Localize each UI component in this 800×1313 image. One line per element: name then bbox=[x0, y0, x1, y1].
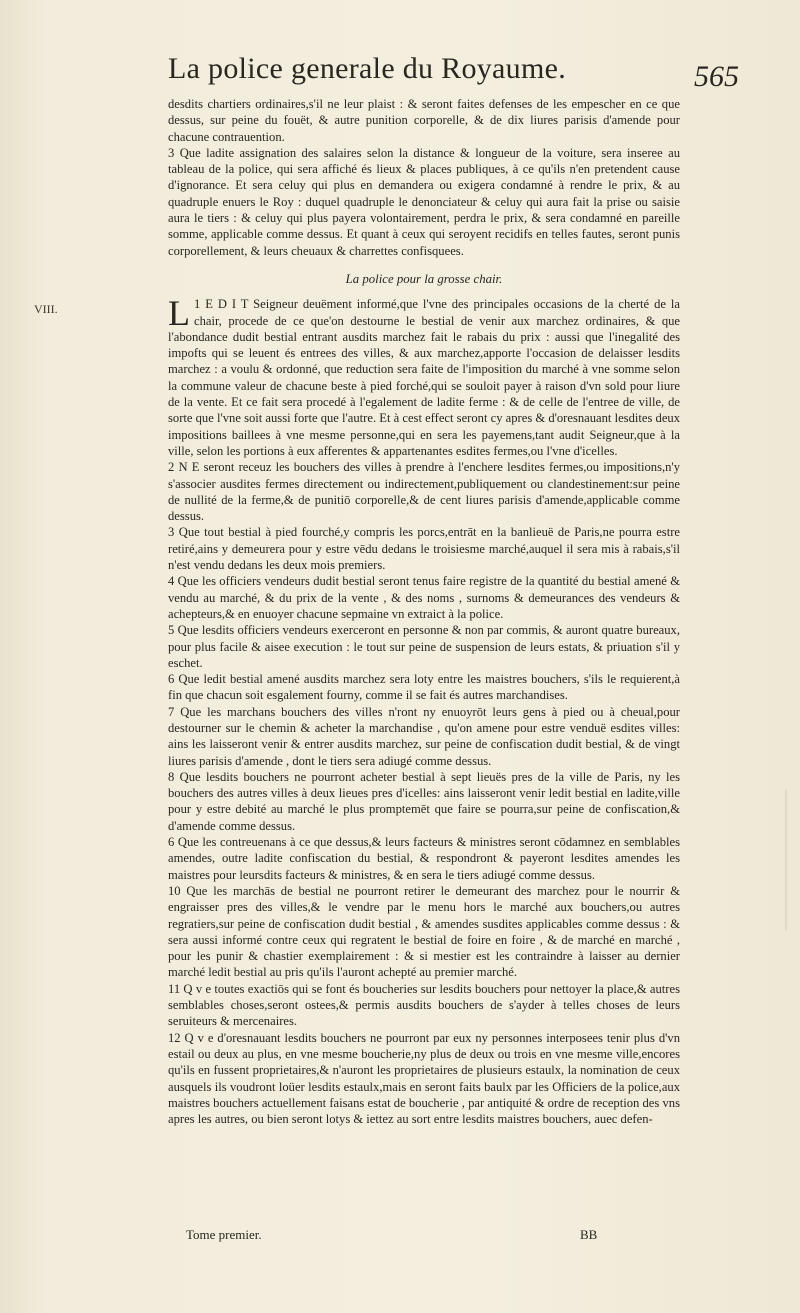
signature-mark: BB bbox=[580, 1227, 598, 1242]
margin-section-number: VIII. bbox=[34, 302, 58, 316]
paper-mark bbox=[785, 790, 787, 930]
article: 12 Q v e d'oresnauant lesdits bouchers ne pourront par eux ny personnes interposees tenir plus d'vn estail ou deux au plus, en vne mesme boucherie,ny plus de deux ou trois en vne mesme ville,encores qu'ils en fussent proprietaires,& n'auront les proprietaires de plusieurs estaulx, la nomination de ceux ausquels ils voudront loüer lesdits estaulx,mais en seront faits baulx par les Officiers de la police,aux maistres bouchers actuellement faisans estat de boucherie , par antiquité & ordre de reception des vns apres les autres, ou bien seront lotys & iettez au sort entre lesdits maistres bouchers, auec defen- bbox=[168, 1030, 680, 1127]
page-number: 565 bbox=[694, 60, 739, 93]
article: 11 Q v e toutes exactiōs qui se font és boucheries sur lesdits bouchers pour nettoyer la place,& autres semblables choses,seront ostees,& permis ausdits bouchers de s'ayder à telles choses de leurs seruiteurs & mercenaires. bbox=[168, 981, 680, 1029]
drop-capital: L bbox=[168, 293, 190, 334]
article: 5 Que lesdits officiers vendeurs exerceront en personne & non par commis, & auront quatre bureaux, pour plus facile & aisee execution : le tout sur peine de suspension de leurs estats, & priuation s'il y eschet. bbox=[168, 623, 680, 670]
first-article bbox=[168, 293, 680, 459]
article: 6 Que les contreuenans à ce que dessus,& leurs facteurs & ministres seront cōdamnez en semblables amendes, outre ladite confiscation du bestial, & respondront & payeront lesdites amendes les maistres pour leursdits facteurs & ministres, & en sera le tiers adiugé comme dessus. bbox=[168, 835, 680, 882]
first-article-text: 1 E D I T Seigneur deuëment informé,que l'vne des principales occasions de la cherté de la chair, procede de ce que'on destourne le bestial de venir aux marchez ordinaires, & que l'abondance dudit bestial entrant ausdits marchez fait le rabais du prix : aussi que l'inegalité des impofts qui se leuent és entrees des villes, & aux marchez,apporte l'occasion de delaisser lesdits marchez : a voulu & ordonné, que reduction sera faite de l'imposition du marché à vne somme selon la commune valeur de chacune beste à pied forché,qui se souloit payer à raison d'vn sold pour liure de la vente. Et ce fait sera procedé à l'egalement de ladite ferme : & de celle de l'entree de ville, de sorte que l'vne soit aussi forte que l'autre. Et à cest effect seront cy apres & d'oresnauant lesdites deux impositions baillees à vne mesme personne,qui en sera les payemens,tant audit Seigneur,que à la ville, selon les portions à eux afferentes & appartenantes esdites fermes,ou l'vne d'icelles. bbox=[168, 297, 680, 458]
section-title: La police pour la grosse chair. bbox=[345, 271, 503, 286]
body-text bbox=[168, 96, 680, 1127]
running-title: La police generale du Royaume. bbox=[168, 52, 567, 85]
paragraph: desdits chartiers ordinaires,s'il ne leur plaist : & seront faites defenses de les empescher en ce que dessus, sur peine du fouët, & autre punition corporelle, & de dix liures parisis d'amende pour chacune contrauention. bbox=[168, 97, 680, 144]
article: 6 Que ledit bestial amené ausdits marchez sera loty entre les maistres bouchers, s'ils le requierent,à fin que chacun soit esgalement fourny, comme il se fait és autres marchandises. bbox=[168, 672, 680, 703]
article: 7 Que les marchans bouchers des villes n'ront ny enuoyrōt leurs gens à pied ou à cheual,pour destourner sur le chemin & acheter la marchandise , qu'on amene pour estre venduë esdites villes: ains les laisseront venir & entrer ausdits marchez, sur peine de confiscation dudit bestial, & de vingt liures parisis d'amende , dont le tiers sera adiugé comme dessus. bbox=[168, 704, 680, 768]
paragraph: 3 Que ladite assignation des salaires selon la distance & longueur de la voiture, sera inseree au tableau de la police, qui sera affiché és lieux & places publiques, à ce qu'ils n'en pretendent cause d'ignorance. Et sera celuy qui plus en demandera ou exigera condamné à rendre le prix, & au quadruple enuers le Roy : duquel quadruple le denonciateur & celuy qui aura fait la prise ou saisie aura le tiers : & celuy qui plus payera volontairement, perdra le prix, & sera condamné en pareille somme, applicable comme dessus. Et quant à ceux qui seroyent recidifs en telles fautes, seront punis corporellement, & leurs cheuaux & charrettes confisquees. bbox=[168, 145, 680, 258]
article: 8 Que lesdits bouchers ne pourront acheter bestial à sept lieuës pres de la ville de Paris, ny les bouchers des autres villes à deux lieues pres d'icelles: ains laisseront venir ledit bestial en ladite,ville pour y estre debité au marché le plus promptemēt que faire se pourra,sur peine de confiscation,& d'amende comme dessus. bbox=[168, 769, 680, 833]
article: 10 Que les marchās de bestial ne pourront retirer le demeurant des marchez pour le nourrir & engraisser pres des villes,& le vendre par le menu hors le marché aux bouchers,ou autres regratiers,sur peine de confiscation dudit bestial , & amendes susdites applicables comme dessus : & sera aussi informé contre ceux qui regratent le bestial de foire en foire , & de marché en marché , pour les punir & chastier exemplairement : & si mestier est les contraindre à laisser au dernier marché ledit bestial au pris qu'ils l'auront achepté au premier marché. bbox=[168, 883, 680, 980]
article: 4 Que les officiers vendeurs dudit bestial seront tenus faire registre de la quantité du bestial amené & vendu au marché, & du prix de la vente , & des noms , surnoms & demeurances des vendeurs & achepteurs,& en enuoyer chacune sepmaine vn extraict à la police. bbox=[168, 574, 680, 621]
article: 2 N E seront receuz les bouchers des villes à prendre à l'enchere lesdites fermes,ou impositions,n'y s'associer ausdites fermes directement ou indirectement,publiquement ou clandestinement:sur peine de nullité de la ferme,& de punitiō corporelle,& de cent liures parisis d'amende,applicable comme dessus. bbox=[168, 460, 680, 524]
article: 3 Que tout bestial à pied fourché,y compris les porcs,entrāt en la banlieuë de Paris,ne pourra estre retiré,ains y demeurera pour y estre vēdu dedans le troisiesme marché,auquel il sera mis à rabais,s'il n'est vendu dedans les deux mois premiers. bbox=[168, 525, 680, 573]
tome-label: Tome premier. bbox=[186, 1227, 262, 1242]
